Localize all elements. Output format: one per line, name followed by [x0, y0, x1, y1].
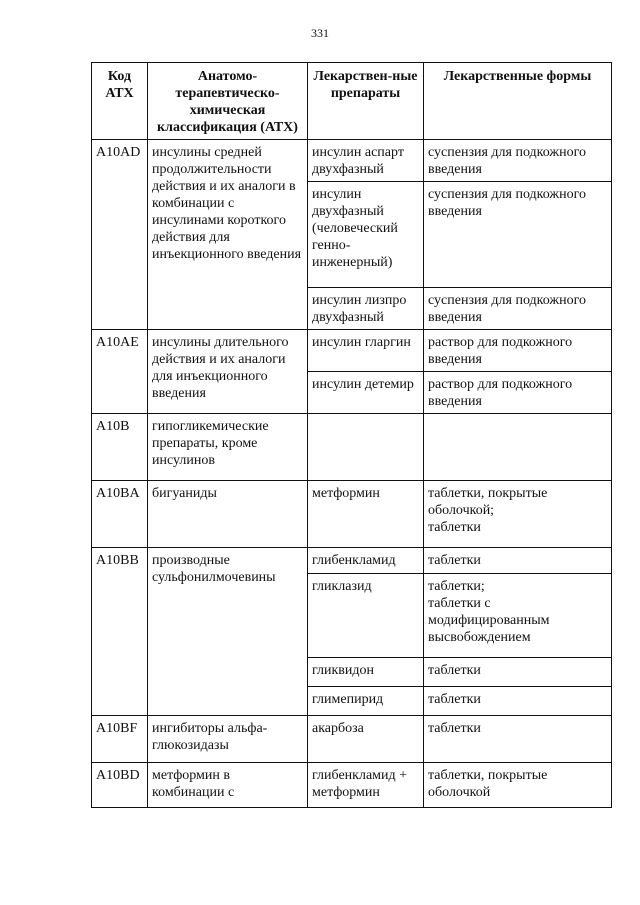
header-drugs: Лекарствен-ные препараты	[308, 63, 424, 140]
drug-cell: инсулин аспарт двухфазный	[308, 140, 424, 182]
header-code: Код АТХ	[92, 63, 148, 140]
dosage-form-cell: таблетки; таблетки с модифицированным высвобождением	[424, 574, 612, 658]
dosage-form-cell: таблетки, покрытые оболочкой	[424, 763, 612, 808]
atc-table	[91, 62, 612, 808]
dosage-form-cell: таблетки	[424, 687, 612, 716]
dosage-form-cell: таблетки	[424, 548, 612, 574]
classification-cell: бигуаниды	[148, 481, 308, 548]
atc-code-cell: A10BF	[92, 716, 148, 763]
dosage-form-cell: раствор для подкожного введения	[424, 372, 612, 414]
classification-cell: гипогликемические препараты, кроме инсулинов	[148, 414, 308, 481]
table-body	[92, 140, 612, 808]
dosage-form-cell: суспензия для подкожного введения	[424, 140, 612, 182]
table-row	[92, 481, 612, 548]
table-row	[92, 716, 612, 763]
dosage-form-cell: таблетки, покрытые оболочкой; таблетки	[424, 481, 612, 548]
classification-cell: инсулины средней продолжительности действия и их аналоги в комбинации с инсулинами короткого действия для инъекционного введения	[148, 140, 308, 330]
atc-code-cell: A10AE	[92, 330, 148, 414]
drug-cell: гликлазид	[308, 574, 424, 658]
dosage-form-cell: раствор для подкожного введения	[424, 330, 612, 372]
dosage-form-cell: суспензия для подкожного введения	[424, 182, 612, 288]
drug-cell: метформин	[308, 481, 424, 548]
header-classification: Анатомо-терапевтическо-химическая классификация (АТХ)	[148, 63, 308, 140]
atc-code-cell: A10BA	[92, 481, 148, 548]
dosage-form-cell: суспензия для подкожного введения	[424, 288, 612, 330]
drug-cell: глибенкламид + метформин	[308, 763, 424, 808]
classification-cell: ингибиторы альфа-глюкозидазы	[148, 716, 308, 763]
drug-cell: инсулин гларгин	[308, 330, 424, 372]
atc-code-cell: A10AD	[92, 140, 148, 330]
page-number: 331	[311, 26, 329, 40]
drug-cell: гликвидон	[308, 658, 424, 687]
table-row	[92, 140, 612, 182]
drug-cell: инсулин двухфазный (человеческий генно-инженерный)	[308, 182, 424, 288]
drug-cell: глибенкламид	[308, 548, 424, 574]
header-forms: Лекарственные формы	[424, 63, 612, 140]
classification-cell: метформин в комбинации с	[148, 763, 308, 808]
header-row	[92, 63, 612, 140]
drug-cell: инсулин детемир	[308, 372, 424, 414]
table-row	[92, 330, 612, 372]
classification-cell: инсулины длительного действия и их аналоги для инъекционного введения	[148, 330, 308, 414]
drug-cell: инсулин лизпро двухфазный	[308, 288, 424, 330]
drug-cell: акарбоза	[308, 716, 424, 763]
atc-code-cell: A10BD	[92, 763, 148, 808]
table-row	[92, 414, 612, 481]
atc-code-cell: A10B	[92, 414, 148, 481]
classification-cell: производные сульфонилмочевины	[148, 548, 308, 716]
atc-code-cell: A10BB	[92, 548, 148, 716]
dosage-form-cell	[424, 414, 612, 481]
drug-cell: глимепирид	[308, 687, 424, 716]
table-header	[92, 63, 612, 140]
dosage-form-cell: таблетки	[424, 716, 612, 763]
table-row	[92, 763, 612, 808]
table-row	[92, 548, 612, 574]
dosage-form-cell: таблетки	[424, 658, 612, 687]
drug-cell	[308, 414, 424, 481]
